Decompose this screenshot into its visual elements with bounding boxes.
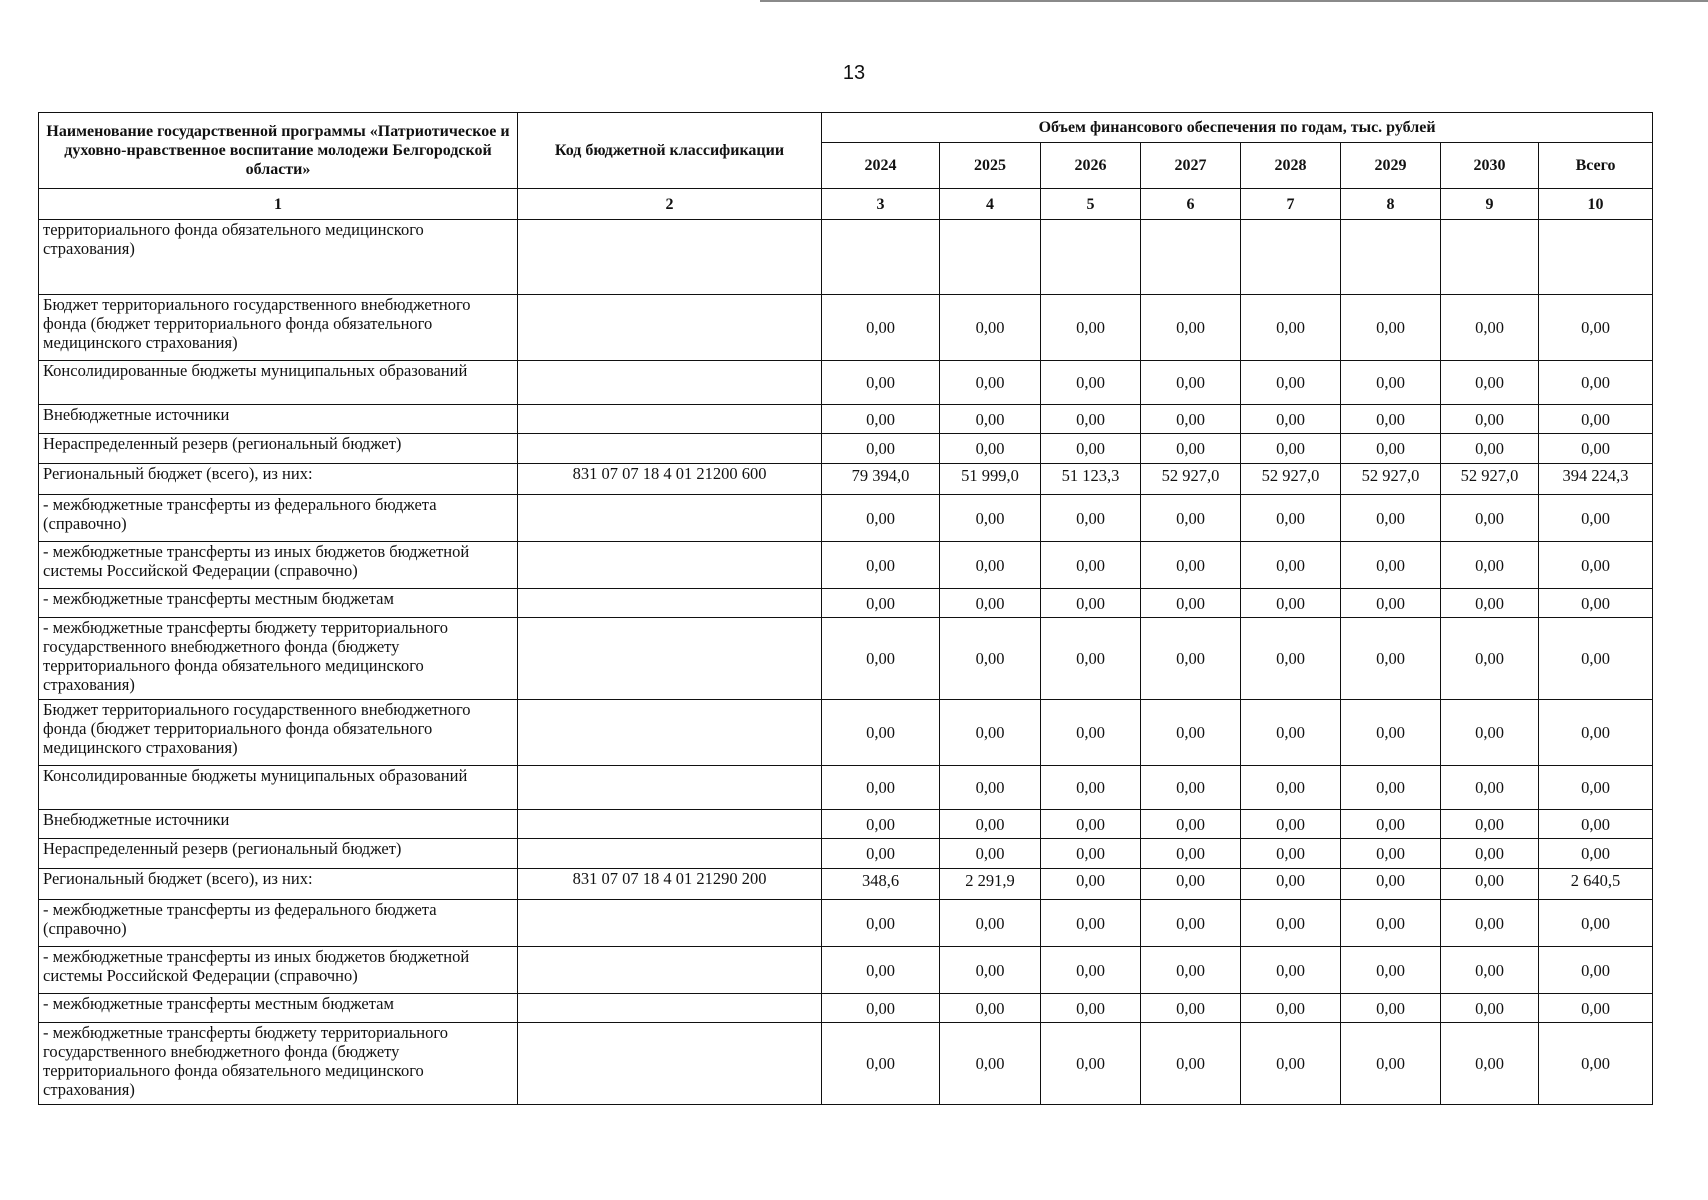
column-number: 8 [1341, 189, 1441, 220]
table-row [39, 464, 1653, 495]
row-budget-code: 831 07 07 18 4 01 21290 200 [518, 869, 822, 900]
row-value: 0,00 [1041, 405, 1141, 434]
row-budget-code [518, 810, 822, 839]
row-value: 0,00 [1341, 542, 1441, 589]
row-total: 0,00 [1539, 947, 1653, 994]
row-value: 0,00 [1141, 766, 1241, 810]
row-value: 52 927,0 [1241, 464, 1341, 495]
row-name: Нераспределенный резерв (региональный бюджет) [39, 434, 518, 464]
row-value: 0,00 [1241, 839, 1341, 869]
table-row [39, 839, 1653, 869]
financing-table [38, 112, 1653, 1105]
row-value: 0,00 [1141, 405, 1241, 434]
row-value: 0,00 [822, 839, 940, 869]
row-value: 0,00 [1341, 618, 1441, 700]
row-name: - межбюджетные трансферты местным бюджетам [39, 589, 518, 618]
row-value: 0,00 [1341, 839, 1441, 869]
row-value: 0,00 [1341, 810, 1441, 839]
row-value: 0,00 [1141, 947, 1241, 994]
row-value: 0,00 [1441, 361, 1539, 405]
row-value: 0,00 [822, 900, 940, 947]
row-total: 0,00 [1539, 295, 1653, 361]
row-value: 0,00 [1041, 869, 1141, 900]
row-value: 0,00 [1141, 495, 1241, 542]
row-value: 0,00 [1041, 839, 1141, 869]
row-total: 0,00 [1539, 994, 1653, 1023]
table-body [39, 220, 1653, 1105]
row-value: 0,00 [1041, 495, 1141, 542]
row-value [1141, 220, 1241, 295]
row-budget-code [518, 495, 822, 542]
row-value: 0,00 [1141, 589, 1241, 618]
row-value: 0,00 [940, 947, 1041, 994]
header-year: 2029 [1341, 143, 1441, 189]
row-value: 0,00 [822, 994, 940, 1023]
row-value: 348,6 [822, 869, 940, 900]
header-year: 2030 [1441, 143, 1539, 189]
column-number: 7 [1241, 189, 1341, 220]
row-value: 0,00 [940, 900, 1041, 947]
row-value: 0,00 [1241, 947, 1341, 994]
row-value: 0,00 [1041, 361, 1141, 405]
row-value: 0,00 [1141, 900, 1241, 947]
row-value: 0,00 [1141, 1023, 1241, 1105]
row-value: 0,00 [940, 1023, 1041, 1105]
column-number: 9 [1441, 189, 1539, 220]
row-value: 0,00 [1441, 900, 1539, 947]
row-value: 0,00 [1041, 434, 1141, 464]
row-budget-code [518, 220, 822, 295]
table-row [39, 220, 1653, 295]
table-row [39, 361, 1653, 405]
column-number: 4 [940, 189, 1041, 220]
row-value: 52 927,0 [1141, 464, 1241, 495]
row-value: 0,00 [822, 542, 940, 589]
row-total: 0,00 [1539, 589, 1653, 618]
row-value [1341, 220, 1441, 295]
row-name: - межбюджетные трансферты бюджету территориального государственного внебюджетного фонда (бюджету территориального фонда обязательного медицинского страхования) [39, 1023, 518, 1105]
row-value: 0,00 [1341, 700, 1441, 766]
row-budget-code [518, 947, 822, 994]
row-total: 0,00 [1539, 361, 1653, 405]
row-value: 0,00 [1441, 994, 1539, 1023]
row-value: 0,00 [940, 994, 1041, 1023]
row-value: 0,00 [822, 361, 940, 405]
row-value: 0,00 [1041, 1023, 1141, 1105]
row-value: 0,00 [1341, 361, 1441, 405]
row-value: 0,00 [1041, 542, 1141, 589]
column-number: 5 [1041, 189, 1141, 220]
row-value: 0,00 [1141, 700, 1241, 766]
row-value: 51 123,3 [1041, 464, 1141, 495]
row-value [822, 220, 940, 295]
row-value: 0,00 [1441, 589, 1539, 618]
row-value: 0,00 [1441, 839, 1539, 869]
row-value: 0,00 [1141, 994, 1241, 1023]
table-row [39, 947, 1653, 994]
row-value: 0,00 [1241, 361, 1341, 405]
row-value: 0,00 [1441, 434, 1539, 464]
row-value: 0,00 [1341, 994, 1441, 1023]
row-value: 0,00 [940, 361, 1041, 405]
row-value: 0,00 [822, 618, 940, 700]
row-name: Консолидированные бюджеты муниципальных образований [39, 361, 518, 405]
column-number: 3 [822, 189, 940, 220]
row-value: 0,00 [1141, 618, 1241, 700]
row-total: 0,00 [1539, 1023, 1653, 1105]
row-total: 0,00 [1539, 405, 1653, 434]
row-value: 0,00 [1241, 869, 1341, 900]
column-number: 10 [1539, 189, 1653, 220]
row-value: 0,00 [1241, 495, 1341, 542]
row-total: 0,00 [1539, 900, 1653, 947]
row-total: 0,00 [1539, 700, 1653, 766]
table-row [39, 295, 1653, 361]
header-budget-code: Код бюджетной классификации [518, 113, 822, 189]
row-value: 0,00 [940, 839, 1041, 869]
table-row [39, 405, 1653, 434]
table-header [39, 113, 1653, 220]
row-value: 0,00 [822, 495, 940, 542]
table-row [39, 766, 1653, 810]
row-value: 0,00 [822, 589, 940, 618]
row-value [940, 220, 1041, 295]
row-value: 0,00 [822, 434, 940, 464]
row-total: 0,00 [1539, 839, 1653, 869]
row-value: 0,00 [1041, 295, 1141, 361]
header-program-name: Наименование государственной программы «Патриотическое и духовно-нравственное воспитание молодежи Белгородской области» [39, 113, 518, 189]
row-value: 0,00 [1441, 542, 1539, 589]
row-budget-code [518, 766, 822, 810]
row-name: Бюджет территориального государственного внебюджетного фонда (бюджет территориального фонда обязательного медицинского страхования) [39, 700, 518, 766]
row-value: 0,00 [1241, 900, 1341, 947]
row-value [1441, 220, 1539, 295]
row-value: 0,00 [940, 295, 1041, 361]
row-value: 0,00 [1141, 810, 1241, 839]
row-value: 0,00 [1341, 405, 1441, 434]
header-total: Всего [1539, 143, 1653, 189]
table-row [39, 700, 1653, 766]
column-number: 1 [39, 189, 518, 220]
table-row [39, 1023, 1653, 1105]
table-row [39, 900, 1653, 947]
row-value: 0,00 [1341, 434, 1441, 464]
header-year: 2026 [1041, 143, 1141, 189]
row-value: 0,00 [1441, 700, 1539, 766]
row-total: 0,00 [1539, 434, 1653, 464]
row-value: 0,00 [940, 495, 1041, 542]
row-value: 0,00 [1041, 994, 1141, 1023]
row-value: 0,00 [1041, 766, 1141, 810]
row-budget-code [518, 994, 822, 1023]
row-budget-code [518, 589, 822, 618]
row-value: 0,00 [1141, 361, 1241, 405]
row-value: 0,00 [1441, 810, 1539, 839]
row-value: 0,00 [822, 405, 940, 434]
row-total: 0,00 [1539, 766, 1653, 810]
row-value: 0,00 [1441, 495, 1539, 542]
row-value: 0,00 [940, 434, 1041, 464]
row-name: - межбюджетные трансферты местным бюджетам [39, 994, 518, 1023]
row-name: - межбюджетные трансферты из иных бюджетов бюджетной системы Российской Федерации (справочно) [39, 947, 518, 994]
row-budget-code [518, 361, 822, 405]
row-value: 0,00 [1241, 542, 1341, 589]
row-value: 0,00 [1441, 766, 1539, 810]
header-year: 2025 [940, 143, 1041, 189]
row-value: 0,00 [1141, 869, 1241, 900]
row-value: 0,00 [1441, 405, 1539, 434]
row-value: 0,00 [1141, 542, 1241, 589]
row-value: 0,00 [822, 700, 940, 766]
row-budget-code [518, 295, 822, 361]
row-value: 0,00 [1341, 589, 1441, 618]
row-value: 0,00 [1041, 947, 1141, 994]
row-value: 52 927,0 [1441, 464, 1539, 495]
row-name: Региональный бюджет (всего), из них: [39, 869, 518, 900]
row-budget-code [518, 434, 822, 464]
row-value: 0,00 [1341, 900, 1441, 947]
row-budget-code: 831 07 07 18 4 01 21200 600 [518, 464, 822, 495]
table-row [39, 589, 1653, 618]
row-name: Внебюджетные источники [39, 810, 518, 839]
row-total: 0,00 [1539, 618, 1653, 700]
row-value: 0,00 [822, 1023, 940, 1105]
row-value: 0,00 [1441, 947, 1539, 994]
row-value: 0,00 [1141, 434, 1241, 464]
row-budget-code [518, 900, 822, 947]
row-name: Внебюджетные источники [39, 405, 518, 434]
header-year: 2028 [1241, 143, 1341, 189]
row-value: 0,00 [1241, 810, 1341, 839]
row-name: - межбюджетные трансферты из иных бюджетов бюджетной системы Российской Федерации (справочно) [39, 542, 518, 589]
row-total: 0,00 [1539, 810, 1653, 839]
scan-edge-line [760, 0, 1708, 2]
row-value: 0,00 [1241, 994, 1341, 1023]
column-number: 6 [1141, 189, 1241, 220]
row-value: 0,00 [1241, 1023, 1341, 1105]
row-value: 0,00 [940, 405, 1041, 434]
row-value: 0,00 [1341, 295, 1441, 361]
row-value: 0,00 [1341, 1023, 1441, 1105]
table-row [39, 495, 1653, 542]
table-row [39, 542, 1653, 589]
row-name: Нераспределенный резерв (региональный бюджет) [39, 839, 518, 869]
row-value: 0,00 [940, 700, 1041, 766]
table-row [39, 434, 1653, 464]
row-value: 0,00 [1441, 869, 1539, 900]
header-funding: Объем финансового обеспечения по годам, тыс. рублей [822, 113, 1653, 143]
row-value: 0,00 [1341, 766, 1441, 810]
row-value: 0,00 [1441, 295, 1539, 361]
row-name: территориального фонда обязательного медицинского страхования) [39, 220, 518, 295]
row-value: 0,00 [1441, 1023, 1539, 1105]
page-number: 13 [842, 62, 866, 84]
row-budget-code [518, 839, 822, 869]
row-name: - межбюджетные трансферты из федерального бюджета (справочно) [39, 900, 518, 947]
row-value: 0,00 [822, 947, 940, 994]
row-name: Консолидированные бюджеты муниципальных образований [39, 766, 518, 810]
row-name: Бюджет территориального государственного внебюджетного фонда (бюджет территориального фонда обязательного медицинского страхования) [39, 295, 518, 361]
row-value: 0,00 [1441, 618, 1539, 700]
row-value: 0,00 [1041, 589, 1141, 618]
row-value: 0,00 [1241, 405, 1341, 434]
row-value: 0,00 [1141, 839, 1241, 869]
row-value: 0,00 [1241, 700, 1341, 766]
header-year: 2027 [1141, 143, 1241, 189]
row-budget-code [518, 542, 822, 589]
header-year: 2024 [822, 143, 940, 189]
row-total [1539, 220, 1653, 295]
row-total: 2 640,5 [1539, 869, 1653, 900]
row-value: 0,00 [1241, 766, 1341, 810]
table-row [39, 994, 1653, 1023]
row-name: - межбюджетные трансферты бюджету территориального государственного внебюджетного фонда (бюджету территориального фонда обязательного медицинского страхования) [39, 618, 518, 700]
row-value: 0,00 [940, 589, 1041, 618]
row-value: 0,00 [822, 295, 940, 361]
row-value: 2 291,9 [940, 869, 1041, 900]
row-budget-code [518, 1023, 822, 1105]
row-total: 0,00 [1539, 542, 1653, 589]
row-value: 0,00 [1241, 618, 1341, 700]
column-number: 2 [518, 189, 822, 220]
table-row [39, 810, 1653, 839]
row-value: 0,00 [940, 766, 1041, 810]
row-value: 52 927,0 [1341, 464, 1441, 495]
row-value [1241, 220, 1341, 295]
row-budget-code [518, 700, 822, 766]
row-value: 0,00 [1241, 589, 1341, 618]
row-value: 0,00 [940, 810, 1041, 839]
row-value: 0,00 [940, 542, 1041, 589]
row-value: 0,00 [1241, 434, 1341, 464]
row-value: 0,00 [1341, 947, 1441, 994]
row-value: 0,00 [940, 618, 1041, 700]
row-value: 0,00 [1341, 495, 1441, 542]
row-budget-code [518, 405, 822, 434]
table-row [39, 869, 1653, 900]
row-value [1041, 220, 1141, 295]
row-value: 51 999,0 [940, 464, 1041, 495]
row-value: 0,00 [1241, 295, 1341, 361]
row-value: 0,00 [822, 766, 940, 810]
row-value: 0,00 [1041, 900, 1141, 947]
row-value: 0,00 [1041, 618, 1141, 700]
row-budget-code [518, 618, 822, 700]
row-value: 0,00 [1341, 869, 1441, 900]
row-total: 394 224,3 [1539, 464, 1653, 495]
row-value: 0,00 [1041, 810, 1141, 839]
row-value: 0,00 [1041, 700, 1141, 766]
row-value: 0,00 [1141, 295, 1241, 361]
row-value: 0,00 [822, 810, 940, 839]
row-name: - межбюджетные трансферты из федерального бюджета (справочно) [39, 495, 518, 542]
table-row [39, 618, 1653, 700]
row-name: Региональный бюджет (всего), из них: [39, 464, 518, 495]
row-value: 79 394,0 [822, 464, 940, 495]
row-total: 0,00 [1539, 495, 1653, 542]
